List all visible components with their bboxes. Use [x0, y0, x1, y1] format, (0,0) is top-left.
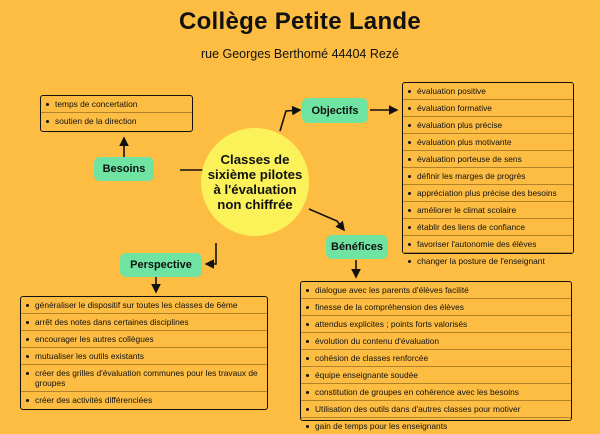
perspective-list: [20, 296, 268, 410]
list-item: évolution du contenu d'évaluation: [301, 333, 571, 350]
list-item: généraliser le dispositif sur toutes les classes de 6ème: [21, 297, 267, 314]
page-title: Collège Petite Lande: [178, 8, 422, 35]
list-item: définir les marges de progrès: [403, 168, 573, 185]
list-item: équipe enseignante soudée: [301, 367, 571, 384]
connector-center-perspective: [206, 243, 216, 264]
list-item: mutualiser les outils existants: [21, 348, 267, 365]
central-topic: [201, 128, 309, 236]
branch-besoins-label: Besoins: [102, 163, 146, 175]
list-item: encourager les autres collègues: [21, 331, 267, 348]
list-item: créer des grilles d'évaluation communes pour les travaux de groupes: [21, 365, 267, 392]
list-item: évaluation plus motivante: [403, 134, 573, 151]
list-item: attendus explicites ; points forts valorisés: [301, 316, 571, 333]
address-subtitle: rue Georges Berthomé 44404 Rezé: [200, 47, 400, 61]
benefices-list: [300, 281, 572, 431]
list-item: soutien de la direction: [41, 113, 192, 129]
list-item: cohésion de classes renforcée: [301, 350, 571, 367]
list-item: favoriser l'autonomie des élèves: [403, 236, 573, 253]
branch-besoins: [94, 157, 154, 181]
list-item: améliorer le climat scolaire: [403, 202, 573, 219]
list-item: dialogue avec les parents d'élèves facilité: [301, 282, 571, 299]
branch-perspective-label: Perspective: [130, 259, 192, 271]
list-item: finesse de la compréhension des élèves: [301, 299, 571, 316]
central-topic-label: Classes de sixième pilotes à l'évaluation non chiffrée: [207, 152, 303, 212]
list-item: constitution de groupes en cohérence avec les besoins: [301, 384, 571, 401]
branch-benefices: [326, 235, 388, 259]
list-item: évaluation porteuse de sens: [403, 151, 573, 168]
list-item: appréciation plus précise des besoins: [403, 185, 573, 202]
branch-objectifs-label: Objectifs: [311, 104, 359, 117]
list-item: temps de concertation: [41, 96, 192, 113]
list-item: gain de temps pour les enseignants: [301, 418, 571, 434]
list-item: Utilisation des outils dans d'autres classes pour motiver: [301, 401, 571, 418]
branch-perspective: [120, 253, 202, 277]
list-item: établir des liens de confiance: [403, 219, 573, 236]
branch-benefices-label: Bénéfices: [331, 241, 383, 253]
branch-objectifs: [302, 98, 368, 123]
list-item: évaluation positive: [403, 83, 573, 100]
objectifs-list: [402, 82, 574, 266]
list-item: créer des activités différenciées: [21, 392, 267, 408]
connector-center-benefices: [309, 209, 344, 230]
list-item: évaluation plus précise: [403, 117, 573, 134]
list-item: changer la posture de l'enseignant: [403, 253, 573, 269]
besoins-list: [40, 95, 193, 132]
list-item: évaluation formative: [403, 100, 573, 117]
list-item: arrêt des notes dans certaines disciplines: [21, 314, 267, 331]
connector-center-objectifs: [280, 110, 300, 131]
